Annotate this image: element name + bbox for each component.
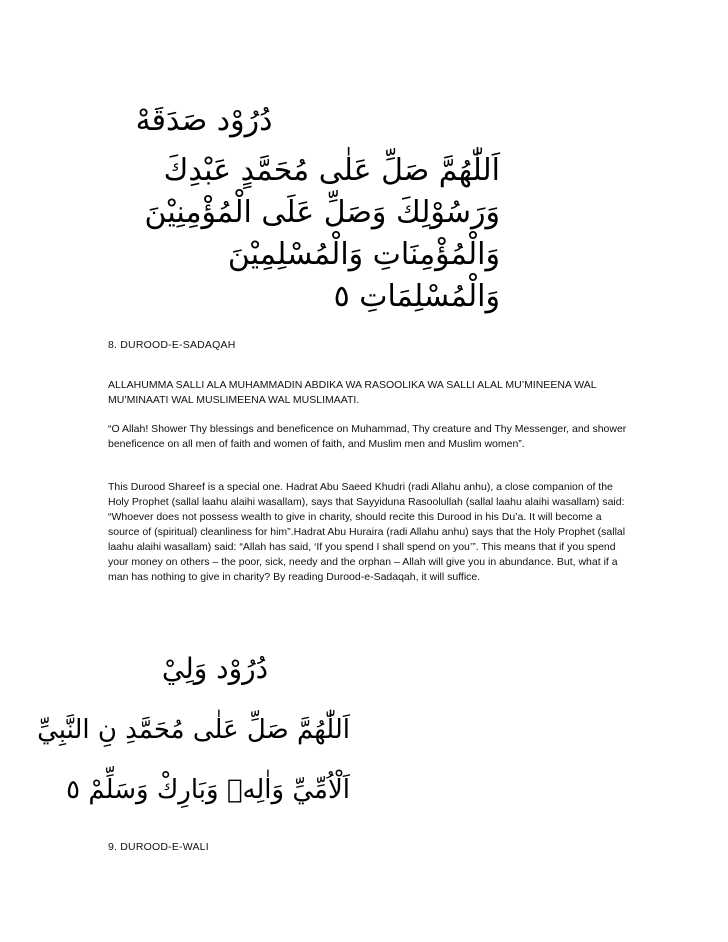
arabic-title-sadaqah: دُرُوْد صَدَقَهْ bbox=[135, 103, 273, 138]
arabic-line: وَالْمُسْلِمَاتِ ٥ bbox=[333, 279, 500, 314]
arabic-line: وَالْمُؤْمِنَاتِ وَالْمُسْلِمِيْنَ bbox=[227, 237, 500, 272]
arabic-line: اَلْاُمِّيِّ وَاٰلِهٖ وَبَارِكْ وَسَلِّمْ ٥ bbox=[66, 775, 350, 805]
transliteration-paragraph: ALLAHUMMA SALLI ALA MUHAMMADIN ABDIKA WA RASOOLIKA WA SALLI ALAL MU’MINEENA WAL MU’MINAATI WAL MUSLIMEENA WAL MUSLIMAATI. bbox=[108, 379, 597, 406]
arabic-title-wali: دُرُوْد وَلِيْ bbox=[161, 652, 269, 685]
arabic-text-wali bbox=[37, 700, 350, 820]
description-paragraph: This Durood Shareef is a special one. Hadrat Abu Saeed Khudri (radi Allahu anhu), a close companion of the Holy Prophet (sallal laahu alaihi wasallam), says that Sayyiduna Rasoolullah (sallal laahu alaihi wasallam) said: “Whoever does not possess wealth to give in charity, should recite this Durood in his Du’a. It will become a source of (spiritual) cleanliness for him”.Hadrat Abu Huraira (radi Allahu anhu) says that the Holy Prophet (sallal laahu alaihi wasallam) said: “Allah has said, ‘If you spend I shall spend on you’”. This means that if you spend your money on others – the poor, sick, needy and the orphan – Allah will give you in abundance. But, what if a man has nothing to give in charity? By reading Durood-e-Sadaqah, it will suffice. bbox=[108, 481, 626, 583]
arabic-line: اَللّٰهُمَّ صَلِّ عَلٰى مُحَمَّدِ نِ النَّبِيِّ bbox=[37, 715, 350, 745]
section-heading-9: 9. DUROOD-E-WALI bbox=[108, 841, 209, 853]
section-heading-8: 8. DUROOD-E-SADAQAH bbox=[108, 339, 236, 351]
translation-paragraph: “O Allah! Shower Thy blessings and beneficence on Muhammad, Thy creature and Thy Messenger, and shower beneficence on all men of faith and women of faith, and Muslim men and Muslim women”. bbox=[108, 423, 627, 450]
arabic-line: وَرَسُوْلِكَ وَصَلِّ عَلَى الْمُؤْمِنِيْنَ bbox=[144, 195, 500, 230]
arabic-line: اَللّٰهُمَّ صَلِّ عَلٰى مُحَمَّدٍ عَبْدِكَ bbox=[163, 153, 500, 188]
arabic-text-sadaqah bbox=[110, 150, 500, 318]
